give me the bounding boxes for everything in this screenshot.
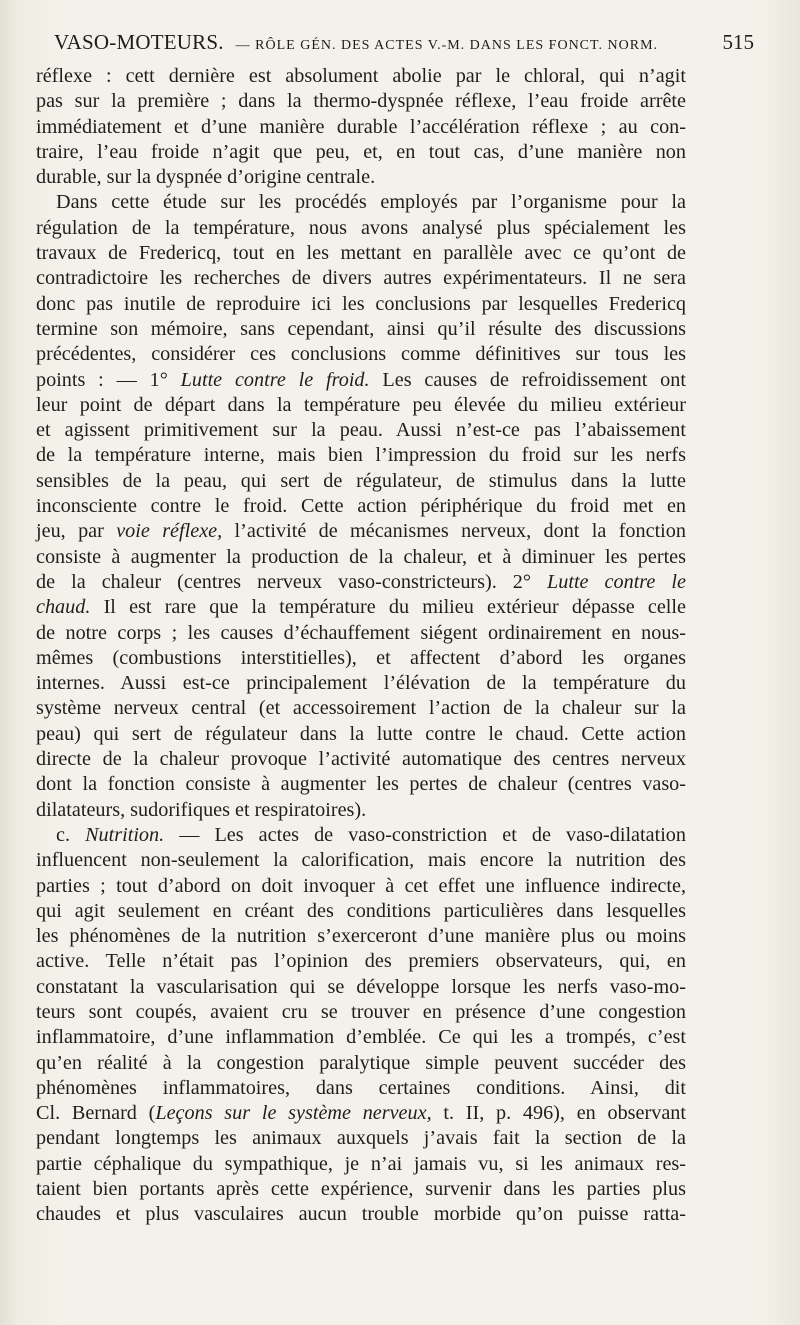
- italic-text: Lutte contre le froid.: [180, 368, 370, 391]
- italic-text: Nutrition.: [85, 823, 165, 846]
- text-segment: pendant longtemps les animaux auxquels j’avais fait la section de la: [36, 1127, 686, 1150]
- text-segment: internes. Aussi est-ce principalement l’élévation de la température du: [36, 672, 686, 695]
- text-segment: de la température interne, mais bien l’impression du froid sur les nerfs: [36, 444, 686, 467]
- text-segment: inconsciente contre le froid. Cette action périphérique du froid met en: [36, 495, 686, 518]
- text-segment: dont la fonction consiste à augmenter les pertes de chaleur (centres vaso-: [36, 773, 686, 796]
- text-segment: parties ; tout d’abord on doit invoquer à cet effet une influence indirecte,: [36, 874, 686, 897]
- text-line: [36, 595, 686, 620]
- text-segment: l’activité de mécanismes nerveux, dont la fonction: [222, 520, 686, 543]
- text-segment: chaudes et plus vasculaires aucun trouble morbide qu’on puisse ratta-: [36, 1203, 686, 1226]
- text-segment: active. Telle n’était pas l’opinion des premiers observateurs, qui, en: [36, 950, 686, 973]
- text-segment: inflammatoire, d’une inflammation d’emblée. Ce qui les a trompés, c’est: [36, 1026, 686, 1049]
- text-segment: les phénomènes de la nutrition s’exerceront d’une manière plus ou moins: [36, 925, 686, 948]
- text-line: [36, 165, 686, 190]
- text-line: [36, 140, 686, 165]
- text-line: [36, 1101, 686, 1126]
- text-line: [36, 671, 686, 696]
- text-segment: système nerveux central (et accessoirement l’action de la chaleur sur la: [36, 697, 686, 720]
- text-segment: pas sur la première ; dans la thermo-dyspnée réflexe, l’eau froide arrête: [36, 90, 686, 113]
- text-line: [36, 241, 686, 266]
- text-line: [36, 545, 686, 570]
- text-line: [36, 772, 686, 797]
- text-line: [36, 418, 686, 443]
- text-segment: termine son mémoire, sans cependant, ainsi qu’il résulte des discussions: [36, 317, 686, 340]
- text-line: [36, 570, 686, 595]
- text-segment: donc pas inutile de reproduire ici les conclusions par lesquelles Fredericq: [36, 292, 686, 315]
- text-segment: et agissent primitivement sur la peau. Aussi n’est-ce pas l’abaissement: [36, 419, 686, 442]
- text-line: [36, 368, 686, 393]
- text-segment: influencent non-seulement la calorification, mais encore la nutrition des: [36, 849, 686, 872]
- text-line: [36, 1000, 686, 1025]
- text-segment: contradictoire les recherches de divers autres expérimentateurs. Il ne sera: [36, 267, 686, 290]
- text-line: [36, 975, 686, 1000]
- text-line: [36, 266, 686, 291]
- text-segment: immédiatement et d’une manière durable l’accélération réflexe ; au con-: [36, 115, 686, 138]
- text-segment: régulation de la température, nous avons analysé plus spécialement les: [36, 216, 686, 239]
- text-segment: directe de la chaleur provoque l’activité automatique des centres nerveux: [36, 748, 686, 771]
- text-segment: mêmes (combustions interstitielles), et affectent d’abord les organes: [36, 646, 686, 669]
- text-line: [36, 1025, 686, 1050]
- text-line: [36, 823, 686, 848]
- italic-text: Lutte contre le: [547, 570, 686, 593]
- text-line: [36, 216, 686, 241]
- text-line: [36, 924, 686, 949]
- text-segment: constatant la vascularisation qui se développe lorsque les nerfs vaso-mo-: [36, 975, 686, 998]
- text-segment: teurs sont coupés, avaient cru se trouver en présence d’une congestion: [36, 1000, 686, 1023]
- text-line: [36, 949, 686, 974]
- text-segment: travaux de Fredericq, tout en les mettant en parallèle avec ce qu’ont de: [36, 242, 686, 265]
- text-segment: — Les actes de vaso-constriction et de vaso-dilatation: [164, 823, 686, 846]
- text-segment: consiste à augmenter la production de la chaleur, et à diminuer les pertes: [36, 545, 686, 568]
- body-text: [36, 64, 686, 1228]
- page-number: 515: [722, 30, 754, 54]
- text-line: [36, 64, 686, 89]
- text-segment: partie céphalique du sympathique, je n’ai jamais vu, si les animaux res-: [36, 1152, 686, 1175]
- text-segment: durable, sur la dyspnée d’origine centrale.: [36, 166, 376, 189]
- text-line: [36, 317, 686, 342]
- text-segment: qu’en réalité à la congestion paralytique simple peuvent succéder des: [36, 1051, 686, 1074]
- text-line: [36, 292, 686, 317]
- text-segment: Dans cette étude sur les procédés employés par l’organisme pour la: [56, 191, 686, 214]
- text-line: [36, 1051, 686, 1076]
- page-header: [54, 30, 754, 58]
- text-line: [36, 494, 686, 519]
- text-line: [36, 190, 686, 215]
- text-line: [36, 874, 686, 899]
- text-segment: leur point de départ dans la température peu élevée du milieu extérieur: [36, 393, 686, 416]
- text-line: [36, 1152, 686, 1177]
- italic-text: Leçons sur le système nerveux,: [155, 1102, 432, 1125]
- text-line: [36, 1126, 686, 1151]
- text-line: [36, 848, 686, 873]
- text-segment: de notre corps ; les causes d’échauffement siégent ordinairement en nous-: [36, 621, 686, 644]
- text-segment: t. II, p. 496), en observant: [431, 1102, 686, 1125]
- text-line: [36, 722, 686, 747]
- running-subtitle: — RÔLE GÉN. DES ACTES V.-M. DANS LES FONCT. NORM.: [235, 38, 659, 53]
- text-segment: taient bien portants après cette expérience, survenir dans les parties plus: [36, 1178, 686, 1201]
- text-line: [36, 899, 686, 924]
- text-line: [36, 646, 686, 671]
- text-line: [36, 519, 686, 544]
- text-segment: jeu, par: [36, 520, 117, 543]
- text-line: [36, 469, 686, 494]
- text-line: [36, 1076, 686, 1101]
- text-line: [36, 1177, 686, 1202]
- text-line: [36, 621, 686, 646]
- text-segment: qui agit seulement en créant des conditions particulières dans lesquelles: [36, 899, 686, 922]
- text-segment: Il est rare que la température du milieu extérieur dépasse celle: [90, 596, 686, 619]
- text-segment: Cl. Bernard (: [36, 1102, 156, 1125]
- text-segment: traire, l’eau froide n’agit que peu, et, en tout cas, d’une manière non: [36, 140, 686, 163]
- text-segment: Les causes de refroidissement ont: [369, 368, 686, 391]
- text-segment: c.: [56, 823, 86, 846]
- text-line: [36, 342, 686, 367]
- text-line: [36, 115, 686, 140]
- text-line: [36, 393, 686, 418]
- text-line: [36, 747, 686, 772]
- text-segment: dilatateurs, sudorifiques et respiratoires).: [36, 798, 367, 821]
- text-segment: de la chaleur (centres nerveux vaso-constricteurs). 2°: [36, 570, 548, 593]
- text-line: [36, 798, 686, 823]
- text-line: [36, 443, 686, 468]
- text-segment: réflexe : cett dernière est absolument abolie par le chloral, qui n’agit: [36, 65, 686, 87]
- text-line: [36, 89, 686, 114]
- text-line: [36, 696, 686, 721]
- text-line: [36, 1202, 686, 1227]
- text-segment: phénomènes inflammatoires, dans certaines conditions. Ainsi, dit: [36, 1076, 686, 1099]
- running-head: VASO-MOTEURS.: [54, 30, 224, 54]
- text-segment: peau) qui sert de régulateur dans la lutte contre le chaud. Cette action: [36, 722, 686, 745]
- italic-text: chaud.: [36, 596, 91, 619]
- italic-text: voie réflexe,: [116, 520, 223, 543]
- text-segment: points : — 1°: [36, 368, 181, 391]
- text-segment: sensibles de la peau, qui sert de régulateur, de stimulus dans la lutte: [36, 469, 686, 492]
- text-segment: précédentes, considérer ces conclusions comme définitives sur tous les: [36, 343, 686, 366]
